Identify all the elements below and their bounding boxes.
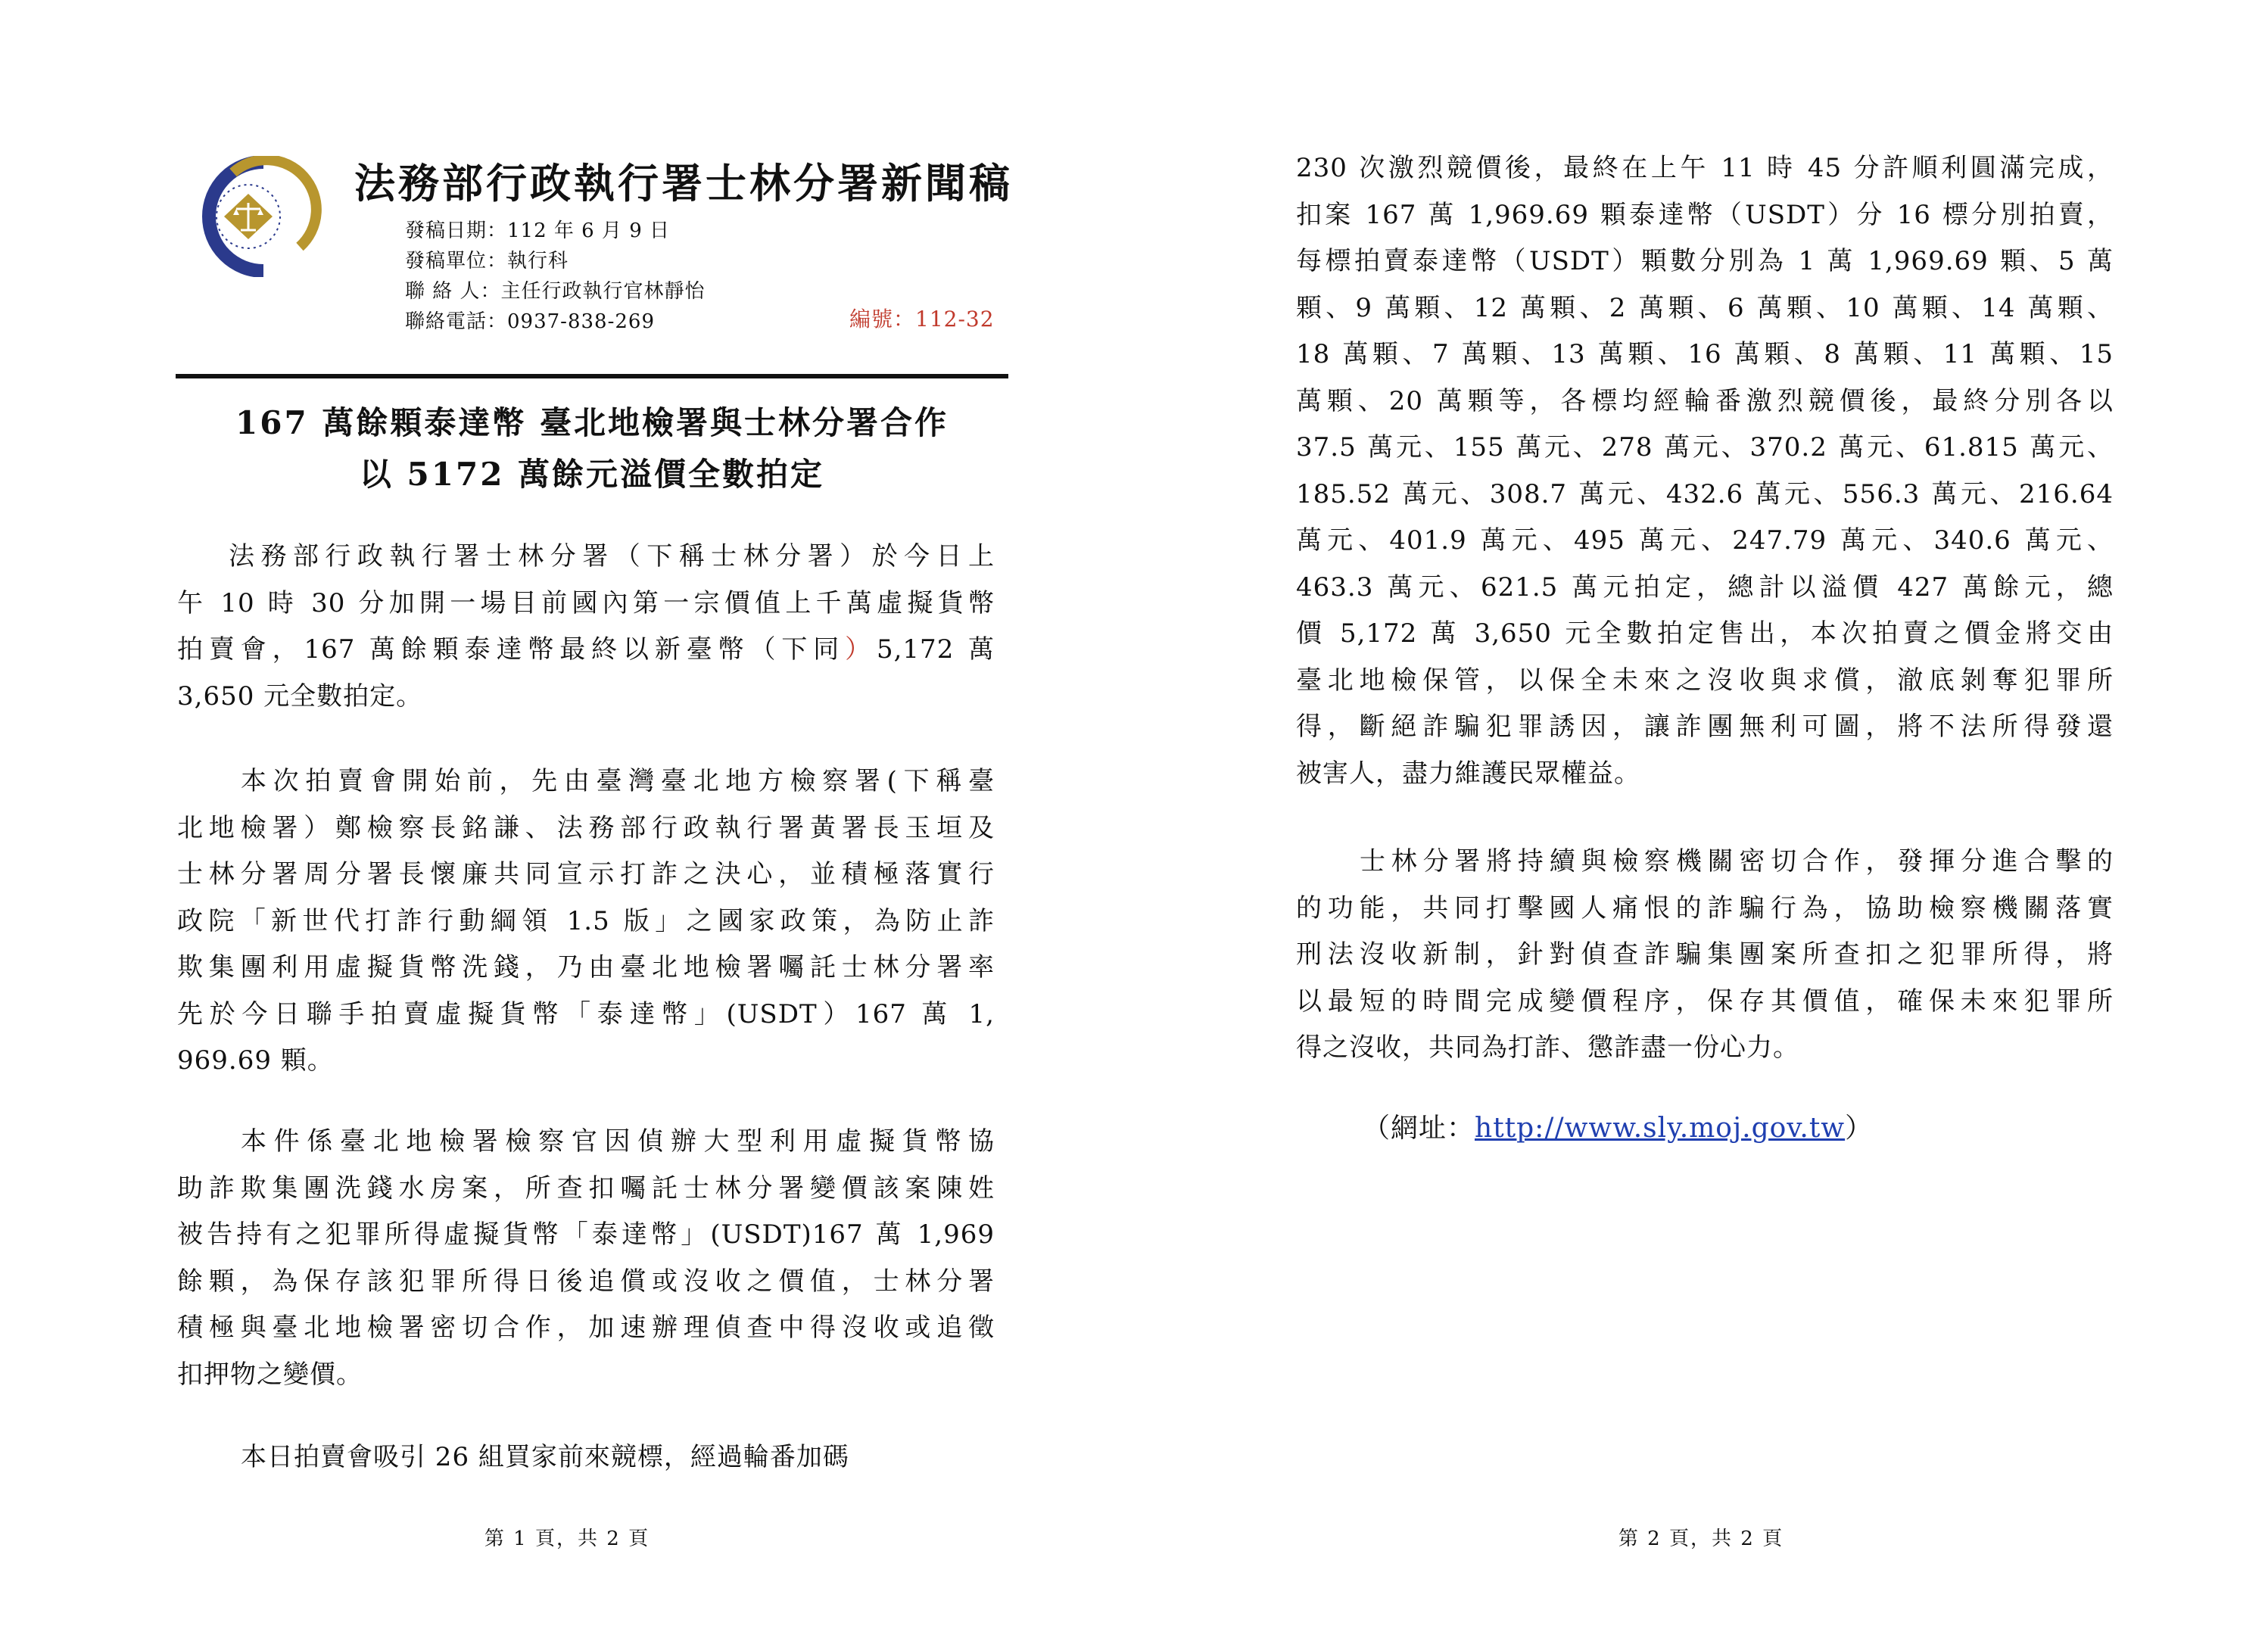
paragraph-2 — [177, 758, 995, 1085]
paragraph-line: 37.5 萬元、155 萬元、278 萬元、370.2 萬元、61.815 萬元、 — [1296, 432, 2114, 462]
paragraph-line: 每標拍賣泰達幣（USDT）顆數分別為 1 萬 1,969.69 顆、5 萬 — [1296, 246, 2114, 276]
paragraph-line: 士林分署周分署長懷廉共同宣示打詐之決心，並積極落實行 — [177, 859, 995, 889]
page-2 — [1134, 0, 2268, 1635]
headline-line-2: 以 5172 萬餘元溢價全數拍定 — [359, 456, 825, 493]
paragraph-line: 拍賣會，167 萬餘顆泰達幣最終以新臺幣（下同）5,172 萬 — [177, 634, 995, 665]
paragraph-line: 扣案 167 萬 1,969.69 顆泰達幣（USDT）分 16 標分別拍賣， — [1296, 199, 2114, 230]
paragraph-line: 以最短的時間完成變價程序，保存其價值，確保未來犯罪所 — [1296, 986, 2114, 1017]
paragraph-4 — [177, 1434, 995, 1481]
paragraph-line: 士林分署將持續與檢察機關密切合作，發揮分進合擊的 — [1360, 846, 2114, 877]
paragraph-line: 得之沒收，共同為打詐、懲詐盡一份心力。 — [1296, 1032, 1799, 1063]
contact-person: 聯 絡 人：主任行政執行官林靜怡 — [405, 280, 706, 303]
paragraph-5 — [1296, 145, 2114, 797]
release-date: 發稿日期：112 年 6 月 9 日 — [405, 220, 671, 242]
paragraph-line: 本次拍賣會開始前，先由臺灣臺北地方檢察署(下稱臺 — [241, 766, 995, 796]
paragraph-line: 得，斷絕詐騙犯罪誘因，讓詐團無利可圖，將不法所得發還 — [1296, 712, 2114, 742]
paragraph-line: 刑法沒收新制，針對偵查詐騙集團案所查扣之犯罪所得，將 — [1296, 939, 2114, 970]
paragraph-line: 積極與臺北地檢署密切合作，加速辦理偵查中得沒收或追徵 — [177, 1313, 995, 1343]
paragraph-line: 230 次激烈競價後，最終在上午 11 時 45 分許順利圓滿完成， — [1296, 153, 2114, 183]
website-link[interactable]: http://www.sly.moj.gov.tw — [1475, 1113, 1846, 1144]
paragraph-line: 969.69 顆。 — [177, 1045, 334, 1076]
page-number: 第 1 頁，共 2 頁 — [484, 1528, 650, 1550]
paragraph-6 — [1296, 839, 2114, 1072]
website-line: （網址：http://www.sly.moj.gov.tw） — [1363, 1113, 1874, 1144]
paragraph-line: 3,650 元全數拍定。 — [177, 680, 423, 712]
paragraph-line: 被告持有之犯罪所得虛擬貨幣「泰達幣」(USDT)167 萬 1,969 — [177, 1219, 995, 1250]
paragraph-line: 先於今日聯手拍賣虛擬貨幣「泰達幣」(USDT）167 萬 1, — [177, 998, 995, 1029]
paragraph-line: 本件係臺北地檢署檢察官因偵辦大型利用虛擬貨幣協 — [241, 1126, 995, 1157]
press-release-title: 法務部行政執行署士林分署新聞稿 — [354, 159, 1013, 207]
paragraph-line: 的功能，共同打擊國人痛恨的詐騙行為，協助檢察機關落實 — [1296, 892, 2114, 923]
paragraph-line: 萬顆、20 萬顆等，各標均經輪番激烈競價後，最終分別各以 — [1296, 385, 2114, 416]
paragraph-line: 臺北地檢保管，以保全未來之沒收與求償，澈底剝奪犯罪所 — [1296, 665, 2114, 696]
header-divider — [176, 374, 1008, 378]
paragraph-line: 463.3 萬元、621.5 萬元拍定，總計以溢價 427 萬餘元，總 — [1296, 571, 2114, 603]
paragraph-line: 顆、9 萬顆、12 萬顆、2 萬顆、6 萬顆、10 萬顆、14 萬顆、 — [1296, 292, 2114, 323]
paragraph-line: 餘顆，為保存該犯罪所得日後追償或沒收之價值，士林分署 — [177, 1266, 995, 1297]
release-unit: 發稿單位：執行科 — [405, 250, 569, 272]
headline-line-1: 167 萬餘顆泰達幣 臺北地檢署與士林分署合作 — [235, 404, 949, 441]
agency-logo-icon — [173, 156, 324, 277]
paragraph-3 — [177, 1119, 995, 1398]
paragraph-line: 欺集團利用虛擬貨幣洗錢，乃由臺北地檢署囑託士林分署率 — [177, 952, 995, 983]
paragraph-line: 價 5,172 萬 3,650 元全數拍定售出，本次拍賣之價金將交由 — [1296, 618, 2114, 649]
serial-number: 編號：112-32 — [849, 307, 995, 332]
contact-phone: 聯絡電話：0937-838-269 — [405, 310, 655, 333]
paragraph-line: 萬元、401.9 萬元、495 萬元、247.79 萬元、340.6 萬元、 — [1296, 525, 2114, 556]
paragraph-line: 政院「新世代打詐行動綱領 1.5 版」之國家政策，為防止詐 — [177, 905, 995, 936]
paragraph-1 — [177, 534, 995, 720]
paragraph-line: 18 萬顆、7 萬顆、13 萬顆、16 萬顆、8 萬顆、11 萬顆、15 — [1296, 339, 2114, 369]
paragraph-line: 助詐欺集團洗錢水房案，所查扣囑託士林分署變價該案陳姓 — [177, 1173, 995, 1204]
paragraph-line: 185.52 萬元、308.7 萬元、432.6 萬元、556.3 萬元、216.64 — [1296, 478, 2114, 509]
paragraph-line: 北地檢署）鄭檢察長銘謙、法務部行政執行署黃署長玉垣及 — [177, 812, 995, 843]
page-number: 第 2 頁，共 2 頁 — [1618, 1528, 1784, 1550]
paragraph-line: 法務部行政執行署士林分署（下稱士林分署）於今日上 — [229, 541, 995, 571]
paragraph-line: 被害人，盡力維護民眾權益。 — [1296, 758, 1640, 789]
paragraph-line: 扣押物之變價。 — [177, 1359, 363, 1390]
paragraph-line: 本日拍賣會吸引 26 組買家前來競標，經過輪番加碼 — [241, 1442, 849, 1472]
paragraph-line: 午 10 時 30 分加開一場目前國內第一宗價值上千萬虛擬貨幣 — [177, 587, 995, 618]
